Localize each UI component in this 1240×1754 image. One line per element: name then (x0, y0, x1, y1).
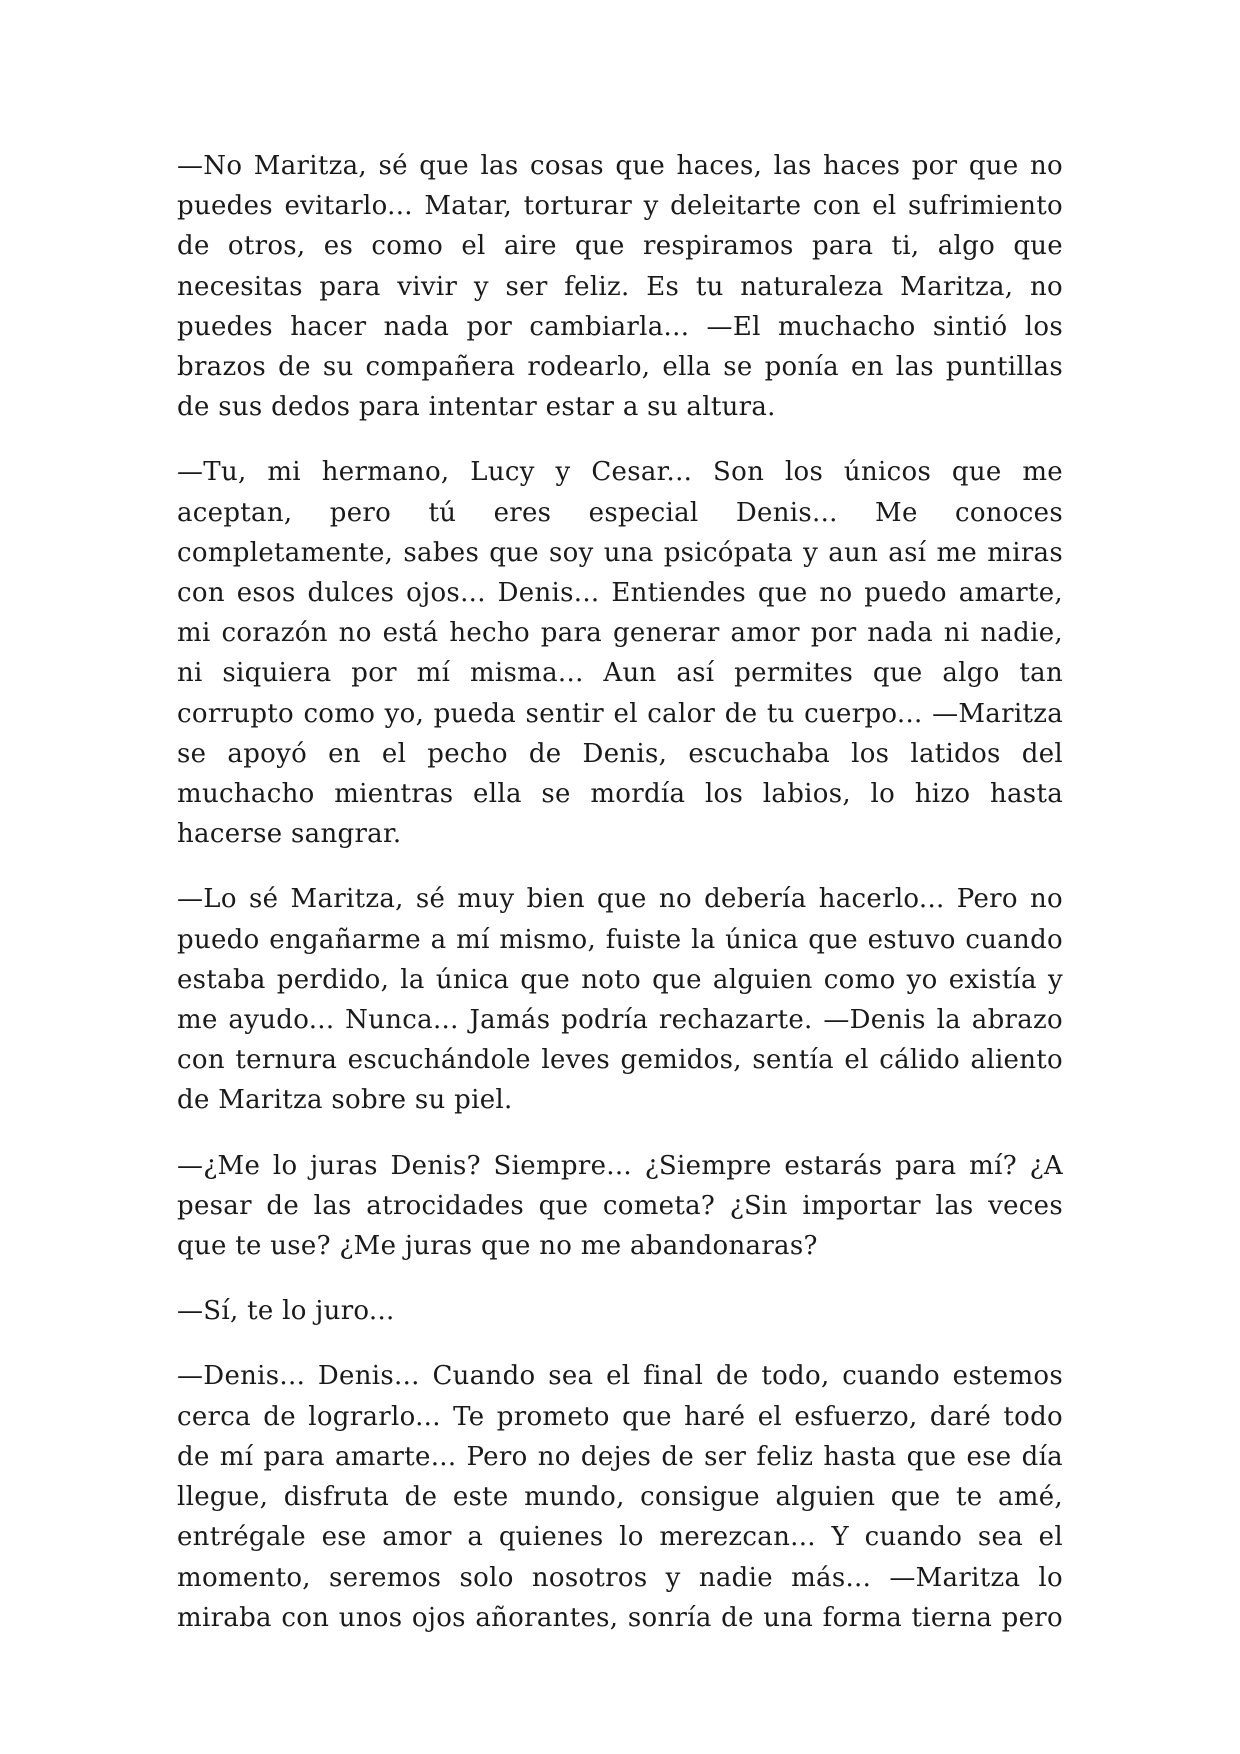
paragraph-6: —Denis... Denis... Cuando sea el final de todo, cuando estemos cerca de lograrlo... Te prometo que haré el esfuerzo, daré todo de mí para amarte... Pero no dejes de ser feliz hasta que ese día llegue, disfruta de este mundo, consigue alguien que te amé, entrégale ese amor a quienes lo merezcan... Y cuando sea el momento, seremos solo nosotros y nadie más... —Maritza lo miraba con unos ojos añorantes, sonría de una forma tierna pero (177, 1361, 1063, 1633)
page-body (177, 146, 1063, 1663)
paragraph-2: —Tu, mi hermano, Lucy y Cesar... Son los únicos que me aceptan, pero tú eres especial Denis... Me conoces completamente, sabes que soy una psicópata y aun así me miras con esos dulces ojos... Denis... Entiendes que no puedo amarte, mi corazón no está hecho para generar amor por nada ni nadie, ni siquiera por mí misma... Aun así permites que algo tan corrupto como yo, pueda sentir el calor de tu cuerpo... —Maritza se apoyó en el pecho de Denis, escuchaba los latidos del muchacho mientras ella se mordía los labios, lo hizo hasta hacerse sangrar. (177, 457, 1063, 850)
paragraph-5: —Sí, te lo juro... (177, 1296, 395, 1327)
paragraph-3: —Lo sé Maritza, sé muy bien que no debería hacerlo... Pero no puedo engañarme a mí mismo, fuiste la única que estuvo cuando estaba perdido, la única que noto que alguien como yo existía y me ayudo... Nunca... Jamás podría rechazarte. —Denis la abrazo con ternura escuchándole leves gemidos, sentía el cálido aliento de Maritza sobre su piel. (177, 884, 1063, 1116)
paragraph-1: —No Maritza, sé que las cosas que haces, las haces por que no puedes evitarlo... Matar, torturar y deleitarte con el sufrimiento de otros, es como el aire que respiramos para ti, algo que necesitas para vivir y ser feliz. Es tu naturaleza Maritza, no puedes hacer nada por cambiarla... —El muchacho sintió los brazos de su compañera rodearlo, ella se ponía en las puntillas de sus dedos para intentar estar a su altura. (177, 151, 1063, 423)
paragraph-4: —¿Me lo juras Denis? Siempre... ¿Siempre estarás para mí? ¿A pesar de las atrocidades que cometa? ¿Sin importar las veces que te use? ¿Me juras que no me abandonaras? (177, 1150, 1063, 1262)
